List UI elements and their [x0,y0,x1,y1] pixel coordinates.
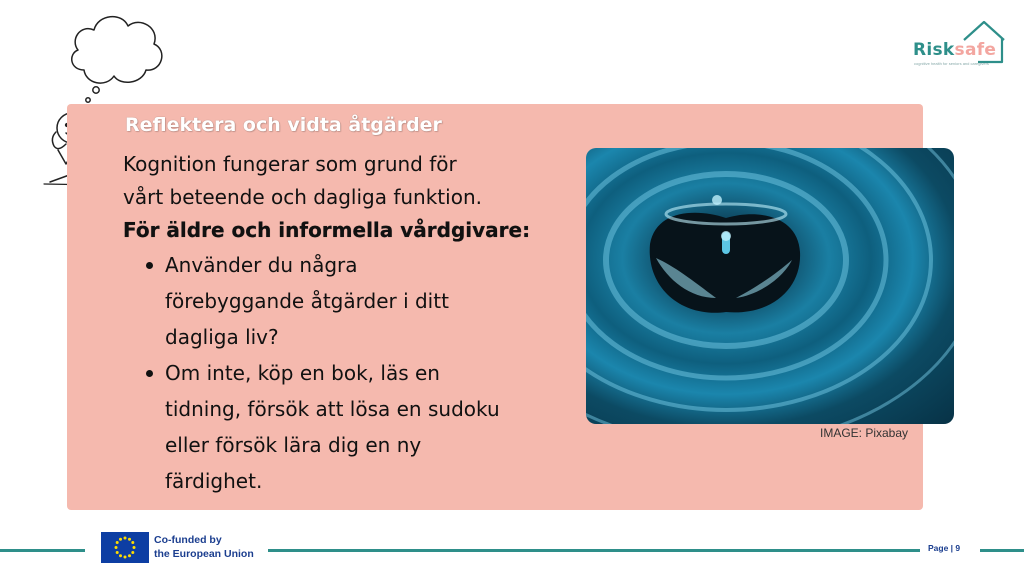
question-list [123,247,563,499]
logo-wordmark [913,40,996,60]
list-item [165,355,563,499]
image-caption: IMAGE: Pixabay [820,426,909,440]
logo-tagline: cognitive health for seniors and caregivers [914,61,989,66]
risksafe-logo [910,18,1010,70]
page-number: Page | 9 [928,543,961,553]
slide-title: Reflektera och vidta åtgärder [125,114,442,136]
eu-flag-icon [101,532,149,563]
logo-word-safe: safe [954,40,997,60]
audience-heading: För äldre och informella vårdgivare: [123,218,531,242]
bullet-2-line-1: Om inte, köp en bok, läs en [165,361,440,385]
bullet-1-line-2: förebyggande åtgärder i ditt [165,289,449,313]
bullet-2-line-4: färdighet. [165,469,263,493]
eu-funding-line-1: Co-funded by [154,534,222,546]
eu-funding-label [154,533,254,561]
card-body-text [123,148,563,499]
logo-word-risk: Risk [913,40,955,60]
water-drop-photo [586,148,954,424]
bullet-1-line-1: Använder du några [165,253,358,277]
eu-funding-line-2: the European Union [154,548,254,560]
bullet-2-line-3: eller försök lära dig en ny [165,433,422,457]
footer-rule-middle [268,549,920,552]
intro-line-2: vårt beteende och dagliga funktion. [123,185,482,209]
bullet-2-line-2: tidning, försök att lösa en sudoku [165,397,500,421]
footer-rule-left [0,549,85,552]
footer-rule-right [980,549,1024,552]
bullet-1-line-3: dagliga liv? [165,325,279,349]
intro-line-1: Kognition fungerar som grund för [123,152,457,176]
list-item [165,247,563,355]
